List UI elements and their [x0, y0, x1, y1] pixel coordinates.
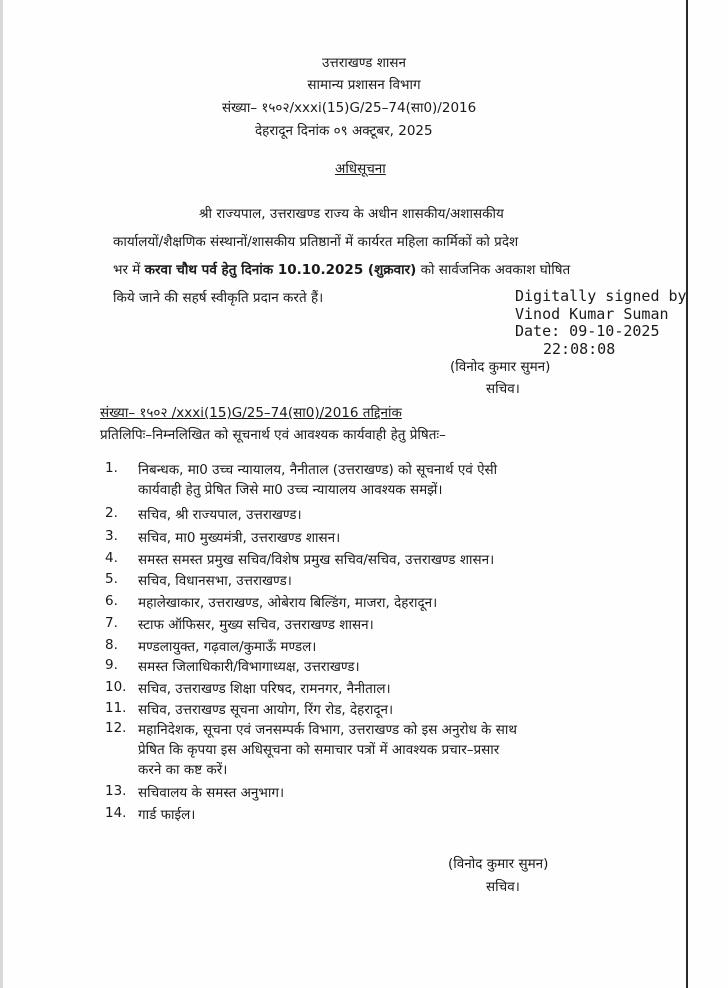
stamp-line-3: Date: 09-10-2025	[515, 322, 660, 340]
page-left-edge	[0, 0, 3, 988]
list-item-number: 11.	[105, 700, 127, 716]
stamp-line-2: Vinod Kumar Suman	[515, 304, 669, 323]
signatory-name: (विनोद कुमार सुमन)	[450, 359, 551, 375]
copy-intro: प्रतिलिपिः–निम्नलिखित को सूचनार्थ एवं आवश्यक कार्यवाही हेतु प्रेषितः–	[100, 427, 446, 443]
list-item-text: सचिव, विधानसभा, उत्तराखण्ड।	[138, 573, 292, 589]
list-item-number: 3.	[105, 528, 118, 544]
holiday-highlight: करवा चौथ पर्व हेतु दिनांक 10.10.2025 (शुक्रवार)	[144, 262, 417, 278]
stamp-line-4: 22:08:08	[543, 339, 616, 358]
signatory-designation: सचिव।	[486, 381, 520, 397]
list-item-number: 6.	[105, 593, 118, 609]
list-item-number: 13.	[105, 783, 127, 799]
signatory-designation-bottom: सचिव।	[486, 879, 520, 895]
list-item-text: मण्डलायुक्त, गढ़वाल/कुमाऊँ मण्डल।	[138, 639, 317, 655]
body-line-2: कार्यालयों/शैक्षणिक संस्थानों/शासकीय प्रतिष्ठानों में कार्यरत महिला कार्मिकों को प्रदेश	[113, 234, 519, 250]
list-item-continuation: कार्यवाही हेतु प्रेषित जिसे मा0 उच्च न्यायालय आवश्यक समझें।	[138, 482, 443, 498]
list-item-number: 5.	[105, 571, 118, 587]
stamp-line-1: Digitally signed by	[515, 287, 687, 305]
list-item-text: महालेखाकार, उत्तराखण्ड, ओबेराय बिल्डिंग, माजरा, देहरादून।	[138, 595, 438, 611]
list-item-text: सचिव, श्री राज्यपाल, उत्तराखण्ड।	[138, 507, 302, 523]
body-line-3	[113, 261, 570, 279]
list-item-number: 9.	[105, 657, 118, 673]
list-item-text: महानिदेशक, सूचना एवं जनसम्पर्क विभाग, उत्तराखण्ड को इस अनुरोध के साथ	[138, 722, 517, 738]
list-item-text: समस्त जिलाधिकारी/विभागाध्यक्ष, उत्तराखण्ड।	[138, 659, 360, 675]
list-item-text: सचिव, उत्तराखण्ड शिक्षा परिषद, रामनगर, नैनीताल।	[138, 681, 391, 697]
list-item-text: स्टाफ ऑफिसर, मुख्य सचिव, उत्तराखण्ड शासन।	[138, 617, 374, 633]
list-item-continuation: करने का कष्ट करें।	[138, 762, 228, 778]
list-item-number: 12.	[105, 720, 127, 736]
header-place-date: देहरादून दिनांक ०९ अक्टूबर, 2025	[255, 123, 433, 139]
list-item-text: समस्त समस्त प्रमुख सचिव/विशेष प्रमुख सचिव/सचिव, उत्तराखण्ड शासन।	[138, 552, 495, 568]
header-department: सामान्य प्रशासन विभाग	[307, 77, 421, 93]
body-line-4: किये जाने की सहर्ष स्वीकृति प्रदान करते हैं।	[113, 290, 324, 306]
list-item-continuation: प्रेषित कि कृपया इस अधिसूचना को समाचार पत्रों में आवश्यक प्रचार–प्रसार	[138, 742, 500, 758]
body-line-3-end: को सार्वजनिक अवकाश घोषित	[416, 262, 571, 278]
list-item-number: 10.	[105, 679, 127, 695]
list-item-number: 4.	[105, 550, 118, 566]
list-item-text: सचिव, उत्तराखण्ड सूचना आयोग, रिंग रोड, देहरादून।	[138, 702, 394, 718]
header-government: उत्तराखण्ड शासन	[321, 55, 406, 71]
list-item-number: 1.	[105, 460, 118, 476]
list-item-number: 7.	[105, 615, 118, 631]
header-reference-number: संख्या– १५०२/xxxi(15)G/25–74(सा0)/2016	[222, 100, 477, 116]
copy-reference-number: संख्या– १५०२ /xxxi(15)G/25–74(सा0)/2016 तद्दिनांक	[100, 405, 402, 421]
page-right-edge	[686, 0, 688, 988]
digital-signature-stamp	[515, 288, 687, 358]
list-item-number: 8.	[105, 637, 118, 653]
signatory-name-bottom: (विनोद कुमार सुमन)	[448, 856, 549, 872]
body-line-1: श्री राज्यपाल, उत्तराखण्ड राज्य के अधीन शासकीय/अशासकीय	[199, 206, 504, 222]
list-item-text: निबन्धक, मा0 उच्च न्यायालय, नैनीताल (उत्तराखण्ड) को सूचनार्थ एवं ऐसी	[138, 462, 498, 478]
document-title: अधिसूचना	[335, 161, 386, 177]
list-item-text: सचिव, मा0 मुख्यमंत्री, उत्तराखण्ड शासन।	[138, 530, 341, 546]
body-line-3-start: भर में	[113, 262, 145, 278]
list-item-text: सचिवालय के समस्त अनुभाग।	[138, 785, 285, 801]
list-item-text: गार्ड फाईल।	[138, 807, 196, 823]
list-item-number: 2.	[105, 505, 118, 521]
list-item-number: 14.	[105, 805, 127, 821]
